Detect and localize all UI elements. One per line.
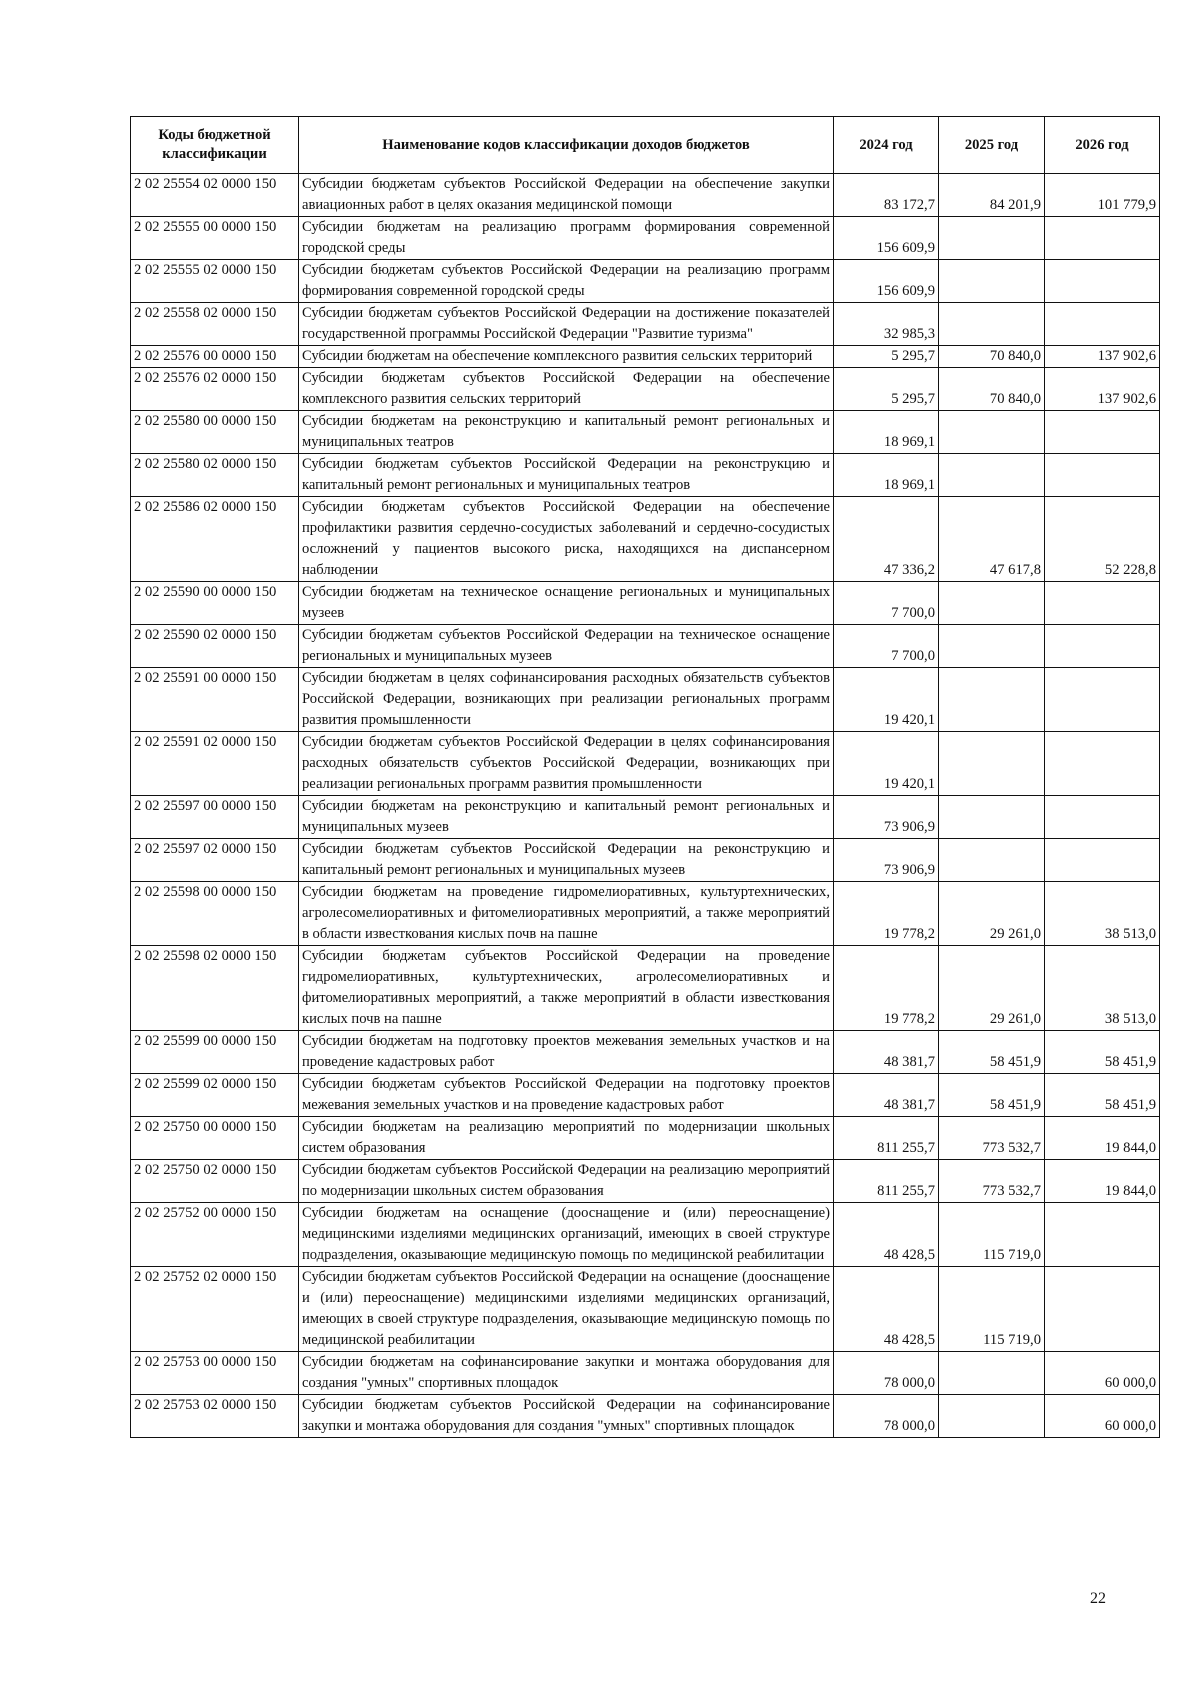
row-code: 2 02 25555 00 0000 150	[131, 217, 299, 260]
row-code: 2 02 25590 00 0000 150	[131, 582, 299, 625]
row-2025	[939, 217, 1045, 260]
row-2025: 115 719,0	[939, 1203, 1045, 1267]
row-2026: 38 513,0	[1045, 946, 1160, 1031]
row-2024: 18 969,1	[834, 454, 939, 497]
row-code: 2 02 25580 02 0000 150	[131, 454, 299, 497]
row-2025	[939, 796, 1045, 839]
row-2024: 78 000,0	[834, 1395, 939, 1438]
row-2025	[939, 732, 1045, 796]
row-code: 2 02 25591 00 0000 150	[131, 668, 299, 732]
table-row	[131, 668, 1160, 732]
row-2024: 48 381,7	[834, 1074, 939, 1117]
budget-table	[130, 116, 1160, 1438]
table-body	[131, 174, 1160, 1438]
row-2025: 115 719,0	[939, 1267, 1045, 1352]
row-code: 2 02 25752 00 0000 150	[131, 1203, 299, 1267]
row-2024: 73 906,9	[834, 796, 939, 839]
row-2025: 773 532,7	[939, 1160, 1045, 1203]
row-2024: 18 969,1	[834, 411, 939, 454]
row-2026: 58 451,9	[1045, 1074, 1160, 1117]
row-name: Субсидии бюджетам субъектов Российской Федерации в целях софинансирования расходных обязательств субъектов Российской Федерации, возникающих при реализации региональных программ развития промышленности	[299, 732, 834, 796]
table-row	[131, 346, 1160, 368]
row-2025	[939, 1352, 1045, 1395]
row-code: 2 02 25580 00 0000 150	[131, 411, 299, 454]
row-2025	[939, 303, 1045, 346]
row-2025	[939, 260, 1045, 303]
row-2024: 32 985,3	[834, 303, 939, 346]
row-2026: 137 902,6	[1045, 368, 1160, 411]
row-2026: 101 779,9	[1045, 174, 1160, 217]
row-code: 2 02 25750 02 0000 150	[131, 1160, 299, 1203]
row-2026: 19 844,0	[1045, 1117, 1160, 1160]
row-2026: 137 902,6	[1045, 346, 1160, 368]
row-name: Субсидии бюджетам субъектов Российской Федерации на проведение гидромелиоративных, культуртехнических, агролесомелиоративных и фитомелиоративных мероприятий, а также мероприятий в области известкования кислых почв на пашне	[299, 946, 834, 1031]
table-row	[131, 454, 1160, 497]
table-row	[131, 732, 1160, 796]
row-name: Субсидии бюджетам на проведение гидромелиоративных, культуртехнических, агролесомелиоративных и фитомелиоративных мероприятий, а также мероприятий в области известкования кислых почв на пашне	[299, 882, 834, 946]
row-2025	[939, 454, 1045, 497]
row-code: 2 02 25590 02 0000 150	[131, 625, 299, 668]
row-2024: 73 906,9	[834, 839, 939, 882]
row-name: Субсидии бюджетам на реконструкцию и капитальный ремонт региональных и муниципальных театров	[299, 411, 834, 454]
row-2026	[1045, 217, 1160, 260]
row-2024: 5 295,7	[834, 368, 939, 411]
row-name: Субсидии бюджетам субъектов Российской Федерации на софинансирование закупки и монтажа оборудования для создания "умных" спортивных площадок	[299, 1395, 834, 1438]
header-row	[131, 117, 1160, 174]
row-code: 2 02 25753 02 0000 150	[131, 1395, 299, 1438]
row-2025	[939, 582, 1045, 625]
row-code: 2 02 25586 02 0000 150	[131, 497, 299, 582]
row-name: Субсидии бюджетам на оснащение (дооснащение и (или) переоснащение) медицинскими изделиями медицинских организаций, имеющих в своей структуре подразделения, оказывающие медицинскую помощь по медицинской реабилитации	[299, 1203, 834, 1267]
row-name: Субсидии бюджетам на софинансирование закупки и монтажа оборудования для создания "умных" спортивных площадок	[299, 1352, 834, 1395]
table-row	[131, 946, 1160, 1031]
row-name: Субсидии бюджетам на подготовку проектов межевания земельных участков и на проведение кадастровых работ	[299, 1031, 834, 1074]
table-row	[131, 368, 1160, 411]
row-2024: 19 778,2	[834, 882, 939, 946]
row-2024: 811 255,7	[834, 1160, 939, 1203]
row-2024: 78 000,0	[834, 1352, 939, 1395]
row-2025: 58 451,9	[939, 1074, 1045, 1117]
row-2025: 84 201,9	[939, 174, 1045, 217]
row-2024: 19 420,1	[834, 732, 939, 796]
row-2024: 7 700,0	[834, 625, 939, 668]
table-row	[131, 1031, 1160, 1074]
table-row	[131, 796, 1160, 839]
row-2025	[939, 1395, 1045, 1438]
header-2024: 2024 год	[834, 117, 939, 174]
row-2024: 83 172,7	[834, 174, 939, 217]
row-code: 2 02 25598 02 0000 150	[131, 946, 299, 1031]
row-2024: 47 336,2	[834, 497, 939, 582]
table-row	[131, 217, 1160, 260]
table-row	[131, 303, 1160, 346]
row-2026	[1045, 582, 1160, 625]
table-row	[131, 1267, 1160, 1352]
row-2025	[939, 411, 1045, 454]
row-2025	[939, 668, 1045, 732]
row-2025	[939, 839, 1045, 882]
row-name: Субсидии бюджетам субъектов Российской Федерации на реконструкцию и капитальный ремонт региональных и муниципальных театров	[299, 454, 834, 497]
row-2026: 58 451,9	[1045, 1031, 1160, 1074]
row-code: 2 02 25576 02 0000 150	[131, 368, 299, 411]
table-row	[131, 1117, 1160, 1160]
row-code: 2 02 25599 00 0000 150	[131, 1031, 299, 1074]
row-2026: 19 844,0	[1045, 1160, 1160, 1203]
table-row	[131, 174, 1160, 217]
header-code: Коды бюджетной классификации	[131, 117, 299, 174]
row-2025: 47 617,8	[939, 497, 1045, 582]
row-2024: 156 609,9	[834, 217, 939, 260]
table-row	[131, 260, 1160, 303]
row-name: Субсидии бюджетам субъектов Российской Федерации на реализацию мероприятий по модернизации школьных систем образования	[299, 1160, 834, 1203]
row-code: 2 02 25554 02 0000 150	[131, 174, 299, 217]
row-code: 2 02 25555 02 0000 150	[131, 260, 299, 303]
row-name: Субсидии бюджетам субъектов Российской Федерации на обеспечение комплексного развития сельских территорий	[299, 368, 834, 411]
row-code: 2 02 25599 02 0000 150	[131, 1074, 299, 1117]
row-name: Субсидии бюджетам субъектов Российской Федерации на подготовку проектов межевания земельных участков и на проведение кадастровых работ	[299, 1074, 834, 1117]
table-row	[131, 1074, 1160, 1117]
row-code: 2 02 25597 02 0000 150	[131, 839, 299, 882]
row-2026: 52 228,8	[1045, 497, 1160, 582]
row-2026: 60 000,0	[1045, 1395, 1160, 1438]
row-2025: 773 532,7	[939, 1117, 1045, 1160]
row-2026	[1045, 668, 1160, 732]
table-row	[131, 625, 1160, 668]
row-name: Субсидии бюджетам субъектов Российской Федерации на оснащение (дооснащение и (или) переоснащение) медицинскими изделиями медицинских организаций, имеющих в своей структуре подразделения, оказывающие медицинскую помощь по медицинской реабилитации	[299, 1267, 834, 1352]
row-2024: 19 420,1	[834, 668, 939, 732]
row-name: Субсидии бюджетам субъектов Российской Федерации на обеспечение закупки авиационных работ в целях оказания медицинской помощи	[299, 174, 834, 217]
row-2024: 48 428,5	[834, 1267, 939, 1352]
row-code: 2 02 25753 00 0000 150	[131, 1352, 299, 1395]
row-2024: 811 255,7	[834, 1117, 939, 1160]
row-2025: 70 840,0	[939, 346, 1045, 368]
row-2026	[1045, 454, 1160, 497]
row-code: 2 02 25597 00 0000 150	[131, 796, 299, 839]
row-code: 2 02 25558 02 0000 150	[131, 303, 299, 346]
page-number: 22	[1090, 1590, 1106, 1607]
table-row	[131, 1352, 1160, 1395]
row-2025	[939, 625, 1045, 668]
row-2026	[1045, 625, 1160, 668]
row-name: Субсидии бюджетам на реконструкцию и капитальный ремонт региональных и муниципальных музеев	[299, 796, 834, 839]
table-row	[131, 1160, 1160, 1203]
row-name: Субсидии бюджетам субъектов Российской Федерации на реализацию программ формирования современной городской среды	[299, 260, 834, 303]
row-name: Субсидии бюджетам на обеспечение комплексного развития сельских территорий	[299, 346, 834, 368]
row-2024: 19 778,2	[834, 946, 939, 1031]
row-name: Субсидии бюджетам на техническое оснащение региональных и муниципальных музеев	[299, 582, 834, 625]
header-2026: 2026 год	[1045, 117, 1160, 174]
row-name: Субсидии бюджетам субъектов Российской Федерации на обеспечение профилактики развития сердечно-сосудистых заболеваний и сердечно-сосудистых осложнений у пациентов высокого риска, находящихся на диспансерном наблюдении	[299, 497, 834, 582]
row-2025: 70 840,0	[939, 368, 1045, 411]
row-2024: 5 295,7	[834, 346, 939, 368]
row-code: 2 02 25598 00 0000 150	[131, 882, 299, 946]
table-row	[131, 1203, 1160, 1267]
row-name: Субсидии бюджетам в целях софинансирования расходных обязательств субъектов Российской Федерации, возникающих при реализации региональных программ развития промышленности	[299, 668, 834, 732]
row-2026	[1045, 732, 1160, 796]
row-2026	[1045, 796, 1160, 839]
table-row	[131, 582, 1160, 625]
row-2026	[1045, 303, 1160, 346]
row-name: Субсидии бюджетам субъектов Российской Федерации на достижение показателей государственной программы Российской Федерации "Развитие туризма"	[299, 303, 834, 346]
row-2024: 7 700,0	[834, 582, 939, 625]
header-name: Наименование кодов классификации доходов бюджетов	[299, 117, 834, 174]
row-2026: 60 000,0	[1045, 1352, 1160, 1395]
header-2025: 2025 год	[939, 117, 1045, 174]
row-name: Субсидии бюджетам субъектов Российской Федерации на техническое оснащение региональных и муниципальных музеев	[299, 625, 834, 668]
row-name: Субсидии бюджетам на реализацию программ формирования современной городской среды	[299, 217, 834, 260]
row-2025: 58 451,9	[939, 1031, 1045, 1074]
row-2026: 38 513,0	[1045, 882, 1160, 946]
row-code: 2 02 25752 02 0000 150	[131, 1267, 299, 1352]
row-2026	[1045, 1267, 1160, 1352]
row-2025: 29 261,0	[939, 882, 1045, 946]
row-2025: 29 261,0	[939, 946, 1045, 1031]
row-2026	[1045, 260, 1160, 303]
row-2026	[1045, 1203, 1160, 1267]
row-code: 2 02 25576 00 0000 150	[131, 346, 299, 368]
table-row	[131, 882, 1160, 946]
row-2024: 156 609,9	[834, 260, 939, 303]
table-row	[131, 1395, 1160, 1438]
row-name: Субсидии бюджетам субъектов Российской Федерации на реконструкцию и капитальный ремонт региональных и муниципальных музеев	[299, 839, 834, 882]
row-2026	[1045, 839, 1160, 882]
row-name: Субсидии бюджетам на реализацию мероприятий по модернизации школьных систем образования	[299, 1117, 834, 1160]
table-row	[131, 839, 1160, 882]
row-2024: 48 381,7	[834, 1031, 939, 1074]
table-row	[131, 497, 1160, 582]
row-code: 2 02 25591 02 0000 150	[131, 732, 299, 796]
row-code: 2 02 25750 00 0000 150	[131, 1117, 299, 1160]
row-2026	[1045, 411, 1160, 454]
row-2024: 48 428,5	[834, 1203, 939, 1267]
table-row	[131, 411, 1160, 454]
